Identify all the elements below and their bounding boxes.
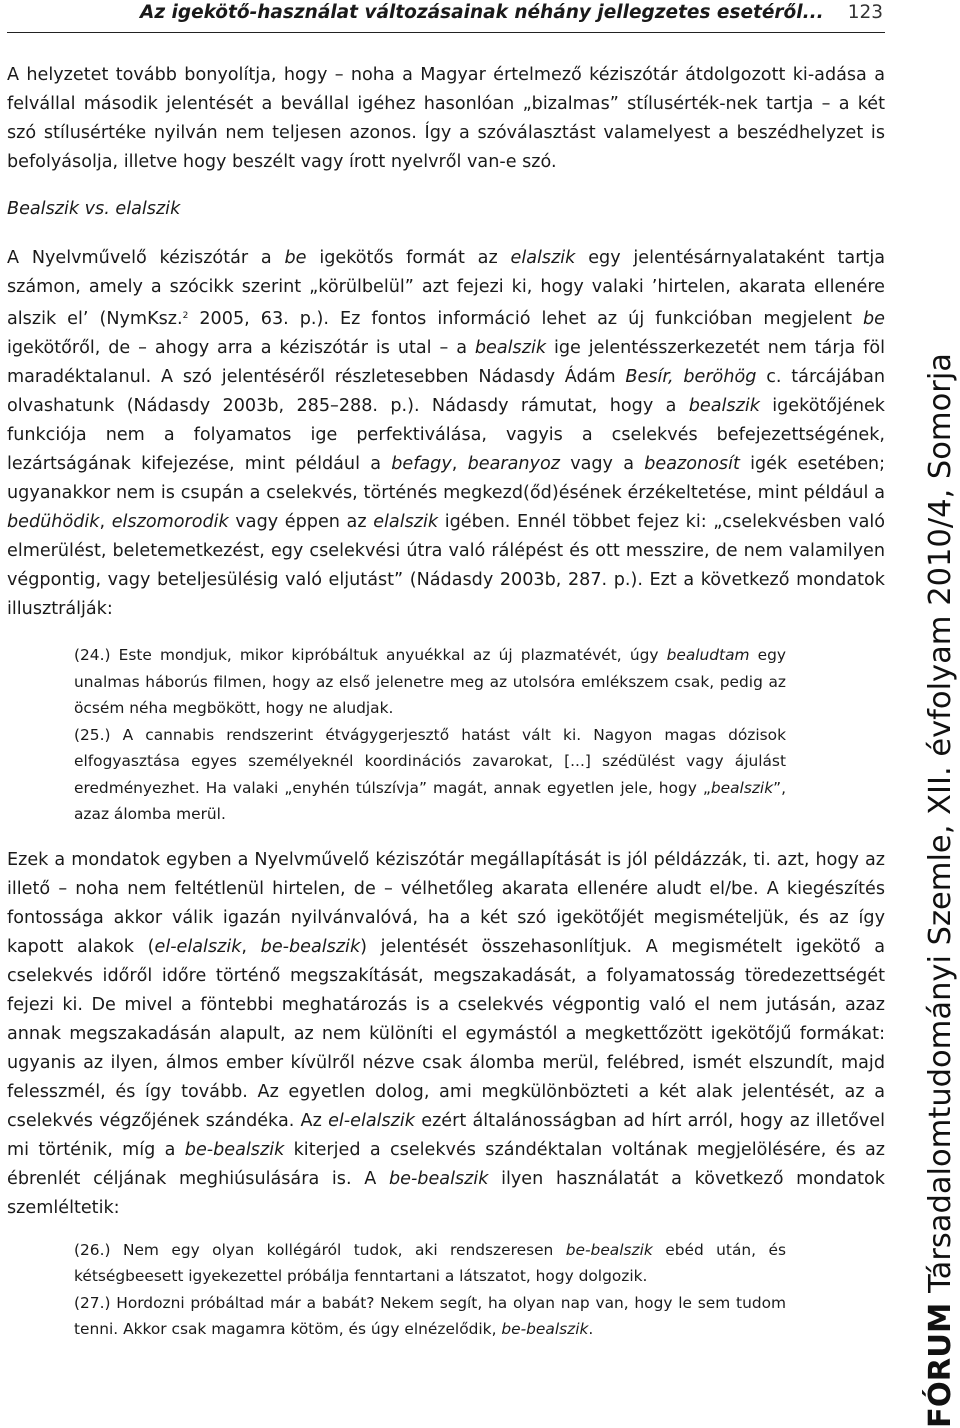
paragraph-3: Ezek a mondatok egyben a Nyelvművelő kéziszótár megállapítását is jól példázzák, ti. azt, hogy az illető – noha nem feltétlenül hirtelen, de – vélhetőleg akarata ellenére aludt el/be. A kiegészítés fontossága akkor válik igazán nyilvánvalóvá, ha a két szó igekötőjét megismételjük, és az így kapott alakok (el-elalszik, be-bealszik) jelentését összehasonlítjuk. A megismételt igekötő a cselekvés időről időre történő megszakítását, megszakadását, a folyamatosság töredezettségét fejezi ki. De mivel a föntebbi meghatározás is a cselekvés végpontig való el nem jutásán, azaz annak megszakadásán alapult, az nem különíti el egymástól a megkettőzött igekötőjű formákat: ugyanis az ilyen, álmos ember kívülről nézve csak álomba merül, felébred, ismét elszundít, majd felesszmél, és így tovább. Az egyetlen dolog, ami megkülönbözteti a két alak jelentését, az a cselekvés végzőjének szándéka. Az el-elalszik ezért általánosságban ad hírt arról, hogy az illetővel mi történik, míg a be-bealszik kiterjed a cselekvés szándéktalan voltának megjelölésére, és az ébrenlét céljának meghiúsulására is. A be-bealszik ilyen használatát a következő mondatok szemléltetik: xyxy=(7,849,886,1218)
journal-details: Társadalomtudományi Szemle, XII. évfolyam 2010/4, Somorja xyxy=(923,353,958,1303)
example-26: (26.) Nem egy olyan kollégáról tudok, aki rendszeresen be-bealszik ebéd után, és kétségbeesett igyekezettel próbálja fenntartani a látszatot, hogy dolgozik. xyxy=(74,1240,786,1285)
article-body xyxy=(7,61,885,1343)
example-block-1 xyxy=(74,642,786,828)
paragraph-1: A helyzetet tovább bonyolítja, hogy – noha a Magyar értelmező kéziszótár átdolgozott ki-adása a felvállal második jelentését a bevállal igéhez hasonlóan „bizalmas” stílusérték-nek tartja – a két szó stílusértéke nyilván nem teljesen azonos. Így a szóválasztást valamelyest a beszédhelyzet is befolyásolja, illetve hogy beszélt vagy írott nyelvről van-e szó. xyxy=(7,65,885,172)
example-25: (25.) A cannabis rendszerint étvágygerjesztő hatást vált ki. Nagyon magas dózisok elfogyasztása egyes személyeknél koordinációs zavarokat, [...] szédülést vagy ájulást eredményezhet. Ha valaki „enyhén túlszívja” magát, annak egyetlen jele, hogy „bealszik”, azaz álomba merül. xyxy=(74,725,786,823)
journal-name-bold: FÓRUM xyxy=(923,1302,958,1428)
paragraph-2: A Nyelvművelő kéziszótár a be igekötős formát az elalszik egy jelentésárnyalataként tartja számon, amely a szócikk szerint „körülbelül” azt fejezi ki, hogy valaki ’hirtelen, akarata ellenére alszik el’ (NymKsz.$^2$ 2005, 63. p.). Ez fontos információ lehet az új funkcióban megjelent be igekötőről, de – ahogy arra a kéziszótár is utal – a bealszik ige jelentésszerkezetét nem tárja föl maradéktalanul. A szó jelentéséről részletesebben Nádasdy Ádám Besír, beröhög c. tárcájában olvashatunk (Nádasdy 2003b, 285–288. p.). Nádasdy rámutat, hogy a bealszik igekötőjének funkciója nem a folyamatos ige perfektiválása, vagyis a cselekvés befejezettségének, lezártságának kifejezése, mint például a befagy, bearanyoz vagy a beazonosít igék esetében; ugyanakkor nem is csupán a cselekvés, történés megkezd(őd)ésének érzékeltetése, mint például a bedühödik, elszomorodik vagy éppen az elalszik igében. Ennél többet fejez ki: „cselekvésben való elmerülést, beletemetkezést, egy cselekvési útra való rálépést és ott messzire, de nem valamilyen végpontig, vagy beteljesülésig való eljutást” (Nádasdy 2003b, 287. p.). Ezt a következő mondatok illusztrálják: xyxy=(7,248,886,619)
example-block-2 xyxy=(74,1237,786,1343)
journal-sidebar xyxy=(922,353,960,1428)
example-24: (24.) Este mondjuk, mikor kipróbáltuk anyuékkal az új plazmatévét, úgy bealudtam egy unalmas háborús filmen, hogy az első jelenetre meg az utolsóra emlékszem csak, pedig az öcsém néha megbökött, hogy ne aludjak. xyxy=(74,646,786,717)
running-title: Az igekötő-használat változásainak néhány jellegzetes esetéről... xyxy=(140,2,824,23)
example-27: (27.) Hordozni próbáltad már a babát? Nekem segít, ha olyan nap van, hogy le sem tudom tenni. Akkor csak magamra kötöm, és úgy elnézelődik, be-bealszik. xyxy=(74,1293,786,1338)
footnote-superscript: 2 xyxy=(182,311,189,321)
section-heading: Bealszik vs. elalszik xyxy=(7,199,181,219)
page-number: 123 xyxy=(847,2,883,23)
running-header xyxy=(7,0,885,33)
